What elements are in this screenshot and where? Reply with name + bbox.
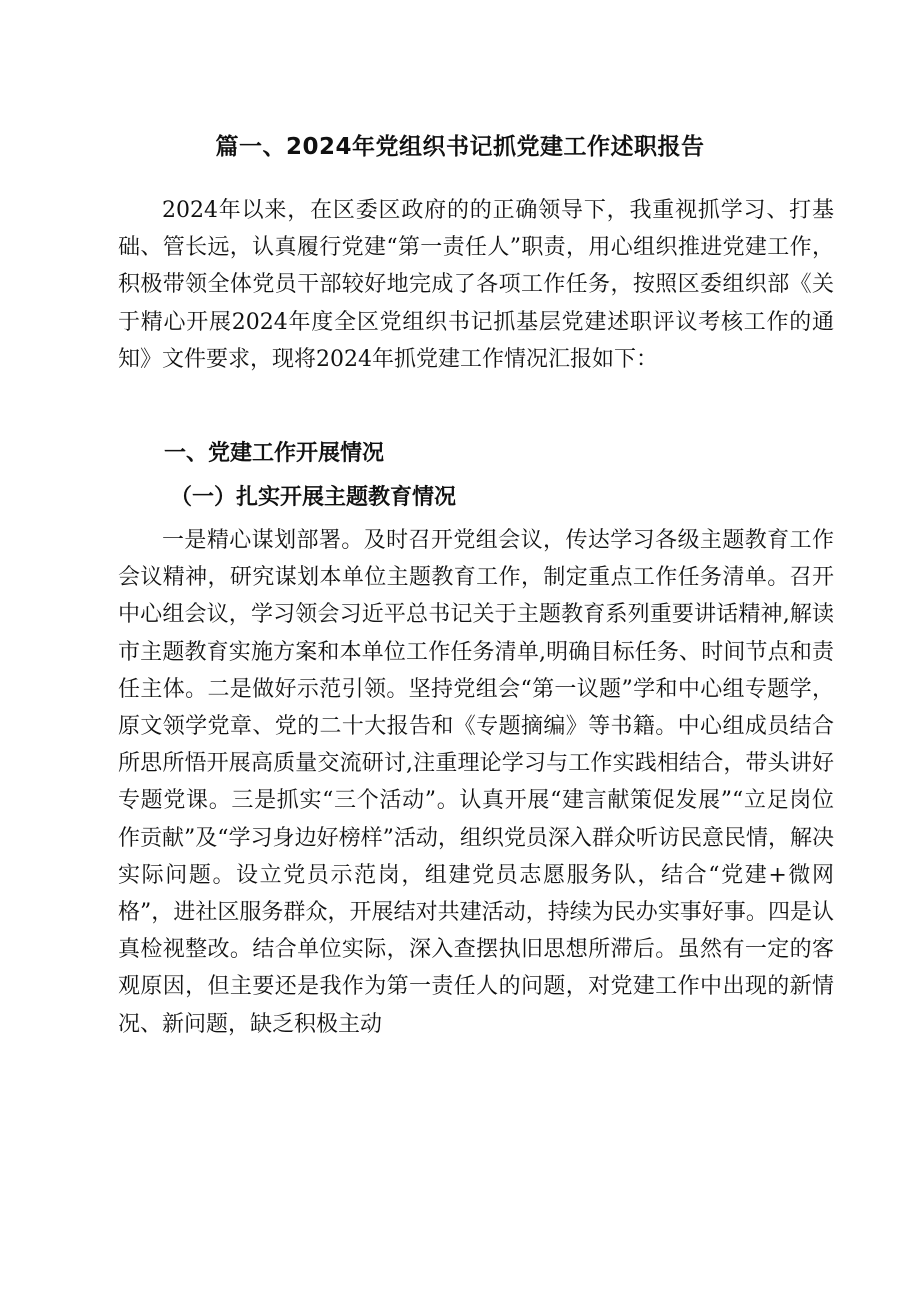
- document-title: 篇一、2024年党组织书记抓党建工作述职报告: [215, 134, 705, 160]
- intro-paragraph: 2024年以来，在区委区政府的的正确领导下，我重视抓学习、打基础、管长远，认真履行党建“第一责任人”职责，用心组织推进党建工作，积极带领全体党员干部较好地完成了各项工作任务，按照区委组织部《关于精心开展2024年度全区党组织书记抓基层党建述职评议考核工作的通知》文件要求，现将2024年抓党建工作情况汇报如下：: [118, 198, 834, 372]
- body-paragraph: 一是精心谋划部署。及时召开党组会议，传达学习各级主题教育工作会议精神，研究谋划本单位主题教育工作，制定重点工作任务清单。召开中心组会议，学习领会习近平总书记关于主题教育系列重要讲话精神,解读市主题教育实施方案和本单位工作任务清单,明确目标任务、时间节点和责任主体。二是做好示范引领。坚持党组会“第一议题”学和中心组专题学，原文领学党章、党的二十大报告和《专题摘编》等书籍。中心组成员结合所思所悟开展高质量交流研讨,注重理论学习与工作实践相结合，带头讲好专题党课。三是抓实“三个活动”。认真开展“建言献策促发展”“立足岗位作贡献”及“学习身边好榜样”活动，组织党员深入群众听访民意民情，解决实际问题。设立党员示范岗，组建党员志愿服务队，结合“党建+微网格”，进社区服务群众，开展结对共建活动，持续为民办实事好事。四是认真检视整改。结合单位实际，深入查摆执旧思想所滞后。虽然有一定的客观原因，但主要还是我作为第一责任人的问题，对党建工作中出现的新情况、新问题，缺乏积极主动: [118, 528, 834, 1037]
- section-heading: 一、党建工作开展情况: [164, 441, 385, 466]
- subsection-heading: （一）扎实开展主题教育情况: [170, 484, 457, 510]
